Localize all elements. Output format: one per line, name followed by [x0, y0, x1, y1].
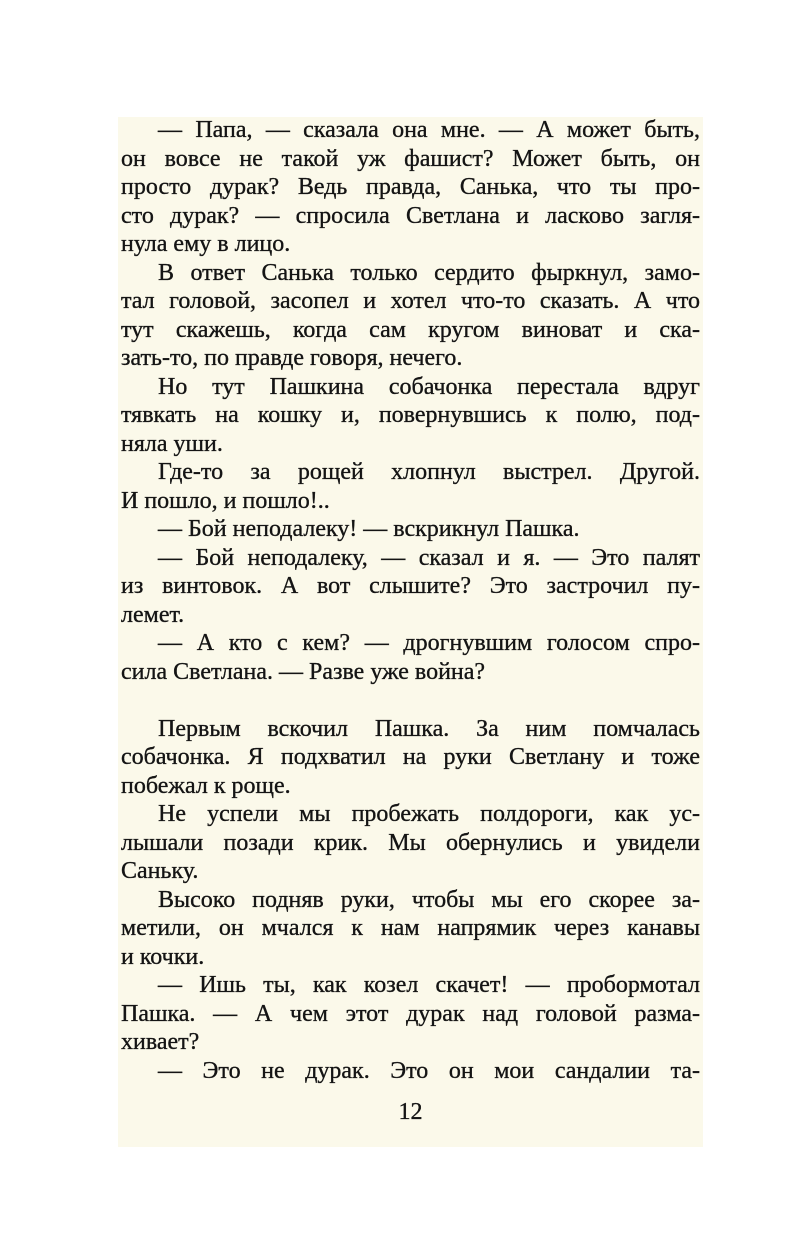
- text-line: собачонка. Я подхватил на руки Светлану и тоже: [121, 744, 700, 770]
- page-number: 12: [398, 1099, 423, 1125]
- text-line: Первым вскочил Пашка. За ним помчалась: [158, 715, 700, 742]
- paragraph: [121, 715, 700, 801]
- paragraph: [121, 800, 700, 886]
- paragraph: [121, 259, 700, 373]
- text-line: — Ишь ты, как козел скачет! — пробормотал: [158, 972, 700, 998]
- text-line: тут скажешь, когда сам кругом виноват и ска-: [121, 316, 700, 343]
- text-line: хивает?: [121, 1029, 200, 1055]
- text-line: тявкать на кошку и, повернувшись к полю, под-: [121, 402, 700, 428]
- text-line: побежал к роще.: [121, 772, 291, 799]
- paragraph: [121, 1057, 700, 1086]
- text-line: Но тут Пашкина собачонка перестала вдруг: [158, 373, 700, 400]
- text-line: И пошло, и пошло!..: [121, 487, 330, 514]
- paragraph: [121, 373, 700, 459]
- paragraph: [121, 458, 700, 515]
- text-line: В ответ Санька только сердито фыркнул, замо-: [158, 259, 700, 286]
- text-line: — Бой неподалеку, — сказал и я. — Это палят: [158, 544, 700, 571]
- section-break: [121, 686, 700, 715]
- paragraph: [121, 971, 700, 1057]
- text-line: — Папа, — сказала она мне. — А может быть,: [158, 117, 700, 143]
- text-line: — А кто с кем? — дрогнувшим голосом спро-: [158, 630, 700, 656]
- paragraph: [121, 544, 700, 630]
- text-line: Не успели мы пробежать полдороги, как ус-: [158, 801, 700, 827]
- text-line: и кочки.: [121, 943, 205, 970]
- paragraph: [121, 629, 700, 686]
- text-line: Саньку.: [121, 858, 199, 884]
- text-line: Где-то за рощей хлопнул выстрел. Другой.: [158, 459, 700, 485]
- text-line: сто дурак? — спросила Светлана и ласково загля-: [121, 202, 700, 229]
- text-line: — Это не дурак. Это он мои сандалии та-: [158, 1057, 700, 1084]
- text-line: нула ему в лицо.: [121, 231, 291, 257]
- text-line: он вовсе не такой уж фашист? Может быть, он: [121, 145, 700, 172]
- text-line: просто дурак? Ведь правда, Санька, что ты про-: [121, 174, 700, 200]
- text-line: сила Светлана. — Разве уже война?: [121, 658, 486, 685]
- text-line: из винтовок. А вот слышите? Это застрочил пу-: [121, 573, 700, 599]
- text-line: зать-то, по правде говоря, нечего.: [121, 345, 463, 371]
- text-line: лышали позади крик. Мы обернулись и увидели: [121, 829, 700, 856]
- paragraph: [121, 886, 700, 972]
- text-line: лемет.: [121, 601, 185, 628]
- text-line: Пашка. — А чем этот дурак над головой разма-: [121, 1000, 700, 1027]
- paragraph: [121, 515, 700, 544]
- text-line: — Бой неподалеку! — вскрикнул Пашка.: [158, 516, 580, 542]
- text-line: тал головой, засопел и хотел что-то сказать. А что: [121, 288, 700, 314]
- text-line: метили, он мчался к нам напрямик через канавы: [121, 915, 700, 941]
- text-line: Высоко подняв руки, чтобы мы его скорее за-: [158, 886, 700, 913]
- paragraph: [121, 116, 700, 259]
- page-text: [121, 116, 700, 1085]
- text-line: няла уши.: [121, 430, 223, 457]
